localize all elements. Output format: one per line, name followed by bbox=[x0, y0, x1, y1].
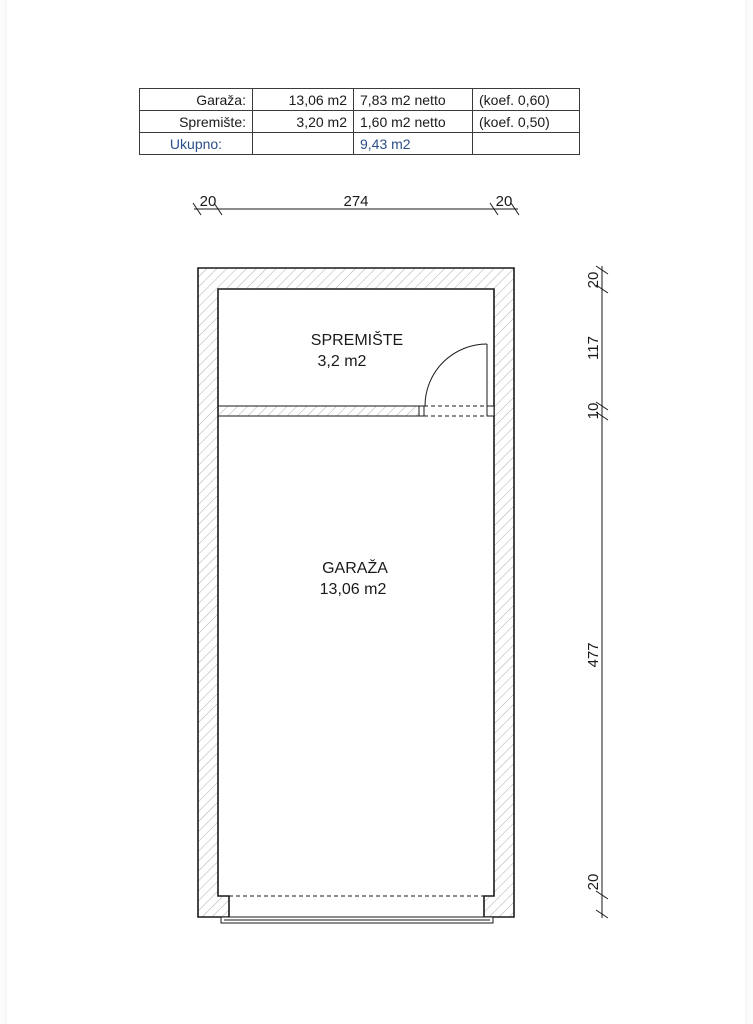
dim-left-wall: 20 bbox=[199, 193, 217, 210]
gross-area-cell: 3,20 m2 bbox=[253, 111, 354, 133]
dim-storage-depth: 117 bbox=[585, 336, 602, 360]
dim-garage-depth: 477 bbox=[585, 642, 602, 668]
vertical-dimension bbox=[596, 266, 608, 918]
coefficient-cell: (koef. 0,60) bbox=[473, 89, 580, 111]
dim-partition: 10 bbox=[585, 402, 602, 420]
door-swing bbox=[425, 344, 487, 406]
coefficient-cell: (koef. 0,50) bbox=[473, 111, 580, 133]
dim-bottom: 20 bbox=[585, 873, 602, 891]
dim-right-wall: 20 bbox=[495, 193, 513, 210]
storage-room-name: SPREMIŠTE bbox=[310, 332, 404, 349]
gross-area-cell: 13,06 m2 bbox=[253, 89, 354, 111]
dim-top-wall: 20 bbox=[585, 271, 602, 289]
garage-door-opening bbox=[221, 896, 493, 923]
storage-room-area: 3,2 m2 bbox=[317, 353, 367, 370]
total-value: 9,43 m2 bbox=[354, 133, 473, 155]
partition-wall bbox=[218, 406, 494, 416]
net-area-cell: 1,60 m2 netto bbox=[354, 111, 473, 133]
garage-room-name: GARAŽA bbox=[322, 560, 388, 577]
dim-width: 274 bbox=[343, 193, 369, 210]
room-name-cell: Spremište: bbox=[140, 111, 253, 133]
room-name-cell: Garaža: bbox=[140, 89, 253, 111]
garage-room-area: 13,06 m2 bbox=[319, 581, 387, 598]
net-area-cell: 7,83 m2 netto bbox=[354, 89, 473, 111]
total-label: Ukupno: bbox=[140, 133, 253, 155]
